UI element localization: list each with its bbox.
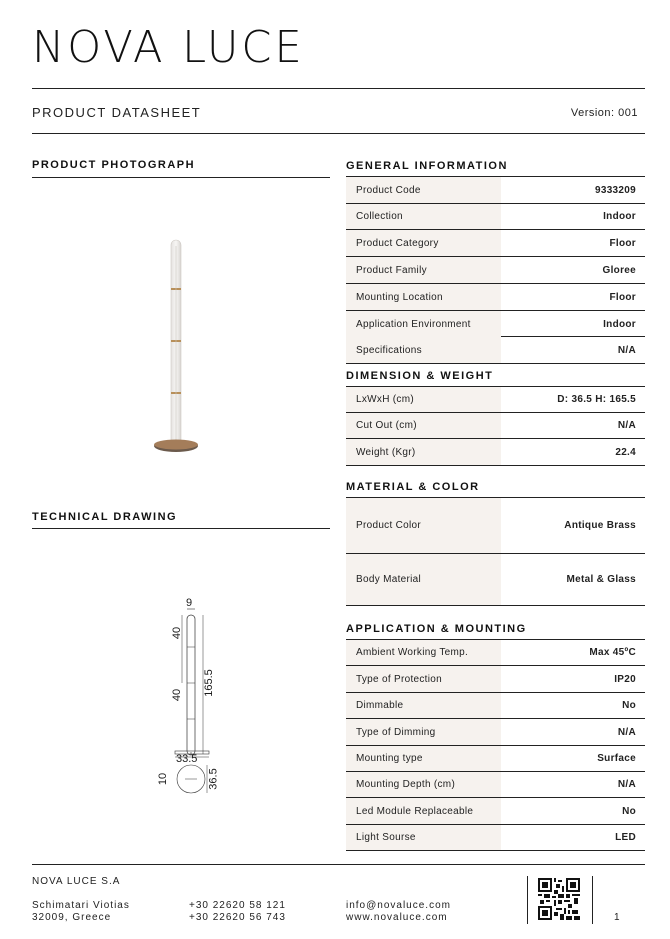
row-value: 22.4 [615,446,636,458]
row-label: Led Module Replaceable [346,798,501,824]
row-value: N/A [617,779,636,790]
table-row [346,311,645,337]
row-value: Indoor [603,318,636,330]
row-label: Mounting Location [346,284,501,310]
header-divider [32,88,645,89]
brand-logo: NOVA LUCE [32,22,305,73]
footer-website[interactable]: www.novaluce.com [346,912,448,923]
photo-section-divider [32,177,330,178]
row-label: Product Family [346,257,501,283]
general-info-table [346,177,645,364]
row-label: Light Sourse [346,825,501,850]
dim-base-diameter: 36.5 [207,768,220,790]
technical-drawing [155,595,235,800]
document-title: PRODUCT DATASHEET [32,105,202,120]
row-value: D: 36.5 H: 165.5 [557,394,636,405]
table-row [346,666,645,693]
row-value: Surface [597,753,636,764]
footer-company: NOVA LUCE S.A [32,876,121,887]
row-label: Dimmable [346,693,501,718]
row-value: Gloree [602,264,636,276]
row-value: 9333209 [594,184,636,196]
table-row [346,554,645,606]
material-section-title: MATERIAL & COLOR [346,481,480,493]
page-number: 1 [614,912,621,923]
version-label: Version: 001 [570,107,638,119]
table-row [346,772,645,798]
table-row [346,825,645,851]
row-label: Mounting type [346,746,501,771]
footer-email[interactable]: info@novaluce.com [346,900,451,911]
row-label: LxWxH (cm) [346,387,501,412]
footer-address-line1: Schimatari Viotias [32,900,130,911]
application-section-title: APPLICATION & MOUNTING [346,623,527,635]
photo-section-title: PRODUCT PHOTOGRAPH [32,159,196,171]
drawing-section-title: TECHNICAL DRAWING [32,511,178,523]
row-label: Ambient Working Temp. [346,640,501,665]
dim-top-width: 9 [186,597,193,609]
row-value: Max 45ºC [589,647,636,658]
row-label: Product Code [346,177,501,203]
qr-code-icon[interactable] [538,878,580,920]
row-value: Indoor [603,211,636,222]
row-value: No [622,700,636,711]
row-label: Product Category [346,230,501,256]
row-value: N/A [617,344,636,356]
table-row [346,640,645,666]
row-label: Body Material [346,554,501,605]
table-row [346,284,645,311]
dim-segment-upper: 40 [171,626,184,640]
dimension-table [346,387,645,466]
table-row [346,387,645,413]
dim-segment-lower: 40 [171,688,184,702]
row-value: No [622,805,636,817]
row-value: Floor [609,237,636,249]
row-value: Floor [609,291,636,303]
table-row [346,337,645,364]
table-row [346,177,645,204]
application-table [346,640,645,851]
table-row [346,257,645,284]
material-table [346,498,645,606]
row-label: Weight (Kgr) [346,439,501,465]
dim-total-height: 165.5 [202,669,215,697]
row-label: Cut Out (cm) [346,413,501,438]
table-row [346,746,645,772]
row-value: LED [615,832,636,843]
footer-divider [32,864,645,865]
row-value: Antique Brass [564,520,636,531]
table-row [346,230,645,257]
table-row [346,439,645,466]
dim-base-height: 10 [157,772,170,786]
product-photo [150,236,210,458]
table-row [346,204,645,230]
row-label: Product Color [346,498,501,553]
row-label: Type of Protection [346,666,501,692]
table-row [346,413,645,439]
drawing-section-divider [32,528,330,529]
general-section-title: GENERAL INFORMATION [346,160,508,172]
row-value: N/A [617,420,636,431]
row-value: IP20 [614,673,636,685]
footer-address-line2: 32009, Greece [32,912,112,923]
table-row [346,693,645,719]
row-label: Specifications [346,337,501,363]
table-row [346,719,645,746]
table-row [346,798,645,825]
row-label: Collection [346,204,501,229]
row-value: Metal & Glass [566,574,636,585]
dimension-section-title: DIMENSION & WEIGHT [346,370,494,382]
footer-phone2: +30 22620 56 743 [189,912,286,923]
table-row [346,498,645,554]
row-value: N/A [617,726,636,738]
header-divider-bottom [32,133,645,134]
row-label: Mounting Depth (cm) [346,772,501,797]
dim-base-width: 33.5 [176,753,198,765]
row-label: Application Environment [346,311,501,337]
row-label: Type of Dimming [346,719,501,745]
footer-phone1: +30 22620 58 121 [189,900,286,911]
